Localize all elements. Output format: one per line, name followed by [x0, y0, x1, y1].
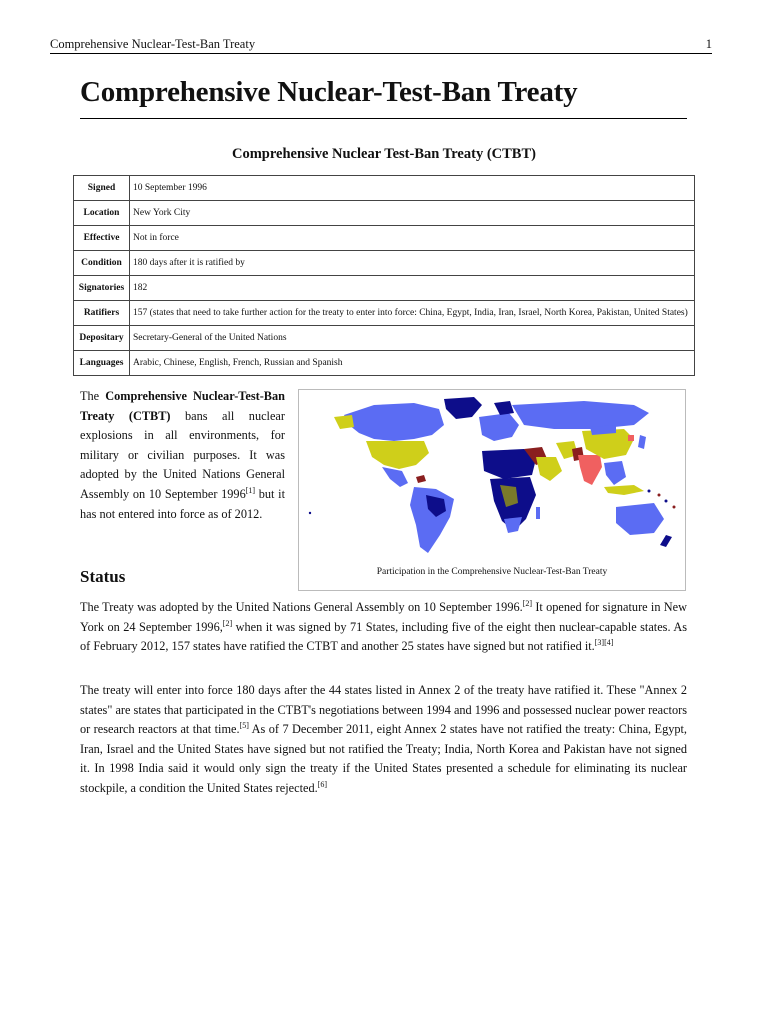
- infobox-value: 180 days after it is ratified by: [130, 251, 695, 276]
- map-island-dot: [658, 494, 661, 497]
- map-island-dot: [665, 500, 668, 503]
- infobox-label: Depositary: [74, 326, 130, 351]
- infobox-row-signatories: [74, 276, 695, 301]
- infobox-label: Condition: [74, 251, 130, 276]
- map-island-dot: [673, 506, 676, 509]
- intro-bold-term: Comprehensive Nuclear-Test-Ban Treaty (CTBT): [80, 389, 285, 423]
- infobox-caption: Comprehensive Nuclear Test-Ban Treaty (CTBT): [232, 146, 536, 162]
- infobox-value: New York City: [130, 201, 695, 226]
- infobox-value: Arabic, Chinese, English, French, Russian and Spanish: [130, 351, 695, 376]
- infobox-label: Signed: [74, 176, 130, 201]
- infobox-row-ratifiers: [74, 301, 695, 326]
- page-title: Comprehensive Nuclear-Test-Ban Treaty: [80, 76, 578, 108]
- citation-link[interactable]: [2]: [222, 618, 233, 628]
- intro-text: but it has not entered into force as of 2012.: [80, 486, 285, 521]
- map-figure: [298, 389, 686, 591]
- paragraph-text: when it was signed by 71 States, including five of the eight then nuclear-capable states. As of February 2012, 157 states have ratified the CTBT and another 25 states have signed but not ratified it.: [80, 619, 688, 654]
- citation-link[interactable]: [2]: [522, 599, 533, 608]
- infobox-value: Secretary-General of the United Nations: [130, 326, 695, 351]
- map-island-dot: [309, 512, 311, 514]
- infobox-value: 157 (states that need to take further action for the treaty to enter into force: China, Egypt, India, Iran, Israel, North Korea, Pakistan, United States): [130, 301, 695, 326]
- citation-link[interactable]: [5]: [239, 721, 249, 731]
- infobox-value: 10 September 1996: [130, 176, 695, 201]
- figure-caption: Participation in the Comprehensive Nuclear-Test-Ban Treaty: [376, 567, 608, 577]
- infobox-label: Ratifiers: [74, 301, 130, 326]
- infobox-value: 182: [130, 276, 695, 301]
- citation-link[interactable]: [3][4]: [594, 638, 614, 648]
- infobox-value: Not in force: [130, 226, 695, 251]
- paragraph-text: It opened for signature in New York on 24 September 1996,: [80, 600, 687, 634]
- intro-text: bans all nuclear explosions in all environments, for military or civilian purposes. It was adopted by the United Nations General Assembly on 10 September 1996: [80, 408, 285, 501]
- status-paragraph-1: [80, 598, 687, 657]
- infobox-label: Effective: [74, 226, 130, 251]
- paragraph-text: As of 7 December 2011, eight Annex 2 states have not ratified the treaty: China, Egypt, Iran, Israel and the United States have signed but not ratified the Treaty; India, North Korea and Pakistan have not signed it. In 1998 India said it would only sign the treaty if the United States presented a schedule for eliminating its nuclear stockpile, a condition the United States rejected.: [80, 722, 688, 795]
- map-north-korea: [628, 435, 634, 441]
- paragraph-text: The treaty will enter into force 180 days after the 44 states listed in Annex 2 of the treaty have ratified it. These "Annex 2 states" are states that participated in the CTBT's negotiations between 1994 and 1996 and possessed nuclear power reactors or research reactors at that time.: [80, 683, 687, 737]
- world-map-image: [304, 395, 680, 560]
- infobox-row-condition: [74, 251, 695, 276]
- status-paragraph-2: [80, 681, 687, 799]
- intro-paragraph: [80, 387, 285, 524]
- infobox-row-signed: [74, 176, 695, 201]
- infobox-row-effective: [74, 226, 695, 251]
- infobox-row-location: [74, 201, 695, 226]
- paragraph-text: The Treaty was adopted by the United Nations General Assembly on 10 September 1996.: [80, 600, 523, 614]
- intro-text: The: [80, 389, 106, 403]
- infobox-table: [73, 175, 695, 376]
- citation-link[interactable]: [1]: [245, 485, 256, 495]
- infobox-label: Location: [74, 201, 130, 226]
- section-heading-status: Status: [80, 567, 126, 586]
- title-rule: [80, 118, 687, 119]
- map-madagascar: [536, 507, 540, 519]
- citation-link[interactable]: [6]: [317, 779, 327, 789]
- running-header: [50, 37, 712, 54]
- infobox-label: Languages: [74, 351, 130, 376]
- infobox-row-depositary: [74, 326, 695, 351]
- map-island-dot: [648, 490, 651, 493]
- infobox-row-languages: [74, 351, 695, 376]
- map-russia: [512, 401, 649, 429]
- infobox-label: Signatories: [74, 276, 130, 301]
- page-number: 1: [705, 37, 712, 51]
- running-title: Comprehensive Nuclear-Test-Ban Treaty: [50, 37, 256, 51]
